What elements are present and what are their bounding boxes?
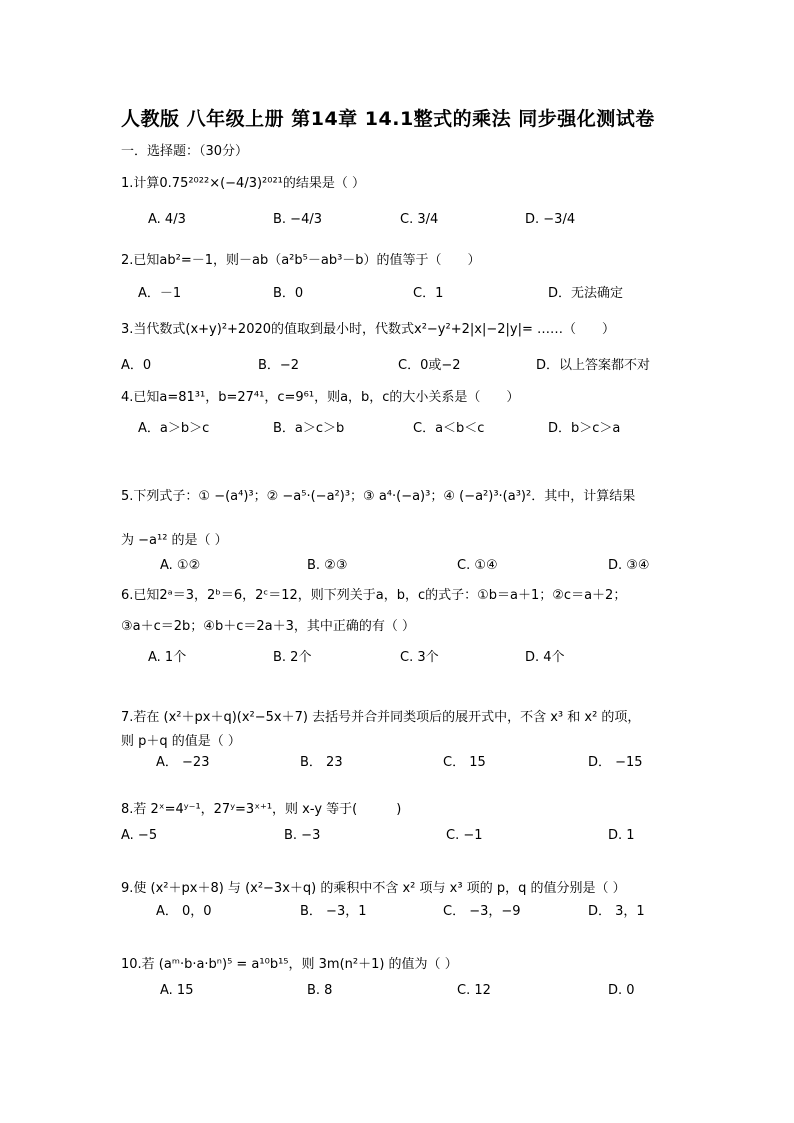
question-1-stem: 1.计算0.75²⁰²²×(−4/3)²⁰²¹的结果是（ ）	[121, 176, 366, 191]
question-2-stem: 2.已知ab²=－1，则－ab（a²b⁵－ab³－b）的值等于（ ）	[121, 253, 481, 268]
question-7-option-a: A． −23	[156, 755, 210, 770]
question-10-option-b: B. 8	[307, 983, 333, 998]
question-5-option-a: A. ①②	[160, 558, 201, 573]
question-5-option-c: C. ①④	[457, 558, 498, 573]
question-5-option-d: D. ③④	[608, 558, 650, 573]
question-9-option-a: A． 0，0	[156, 904, 212, 919]
question-4-option-c: C．a＜b＜c	[413, 421, 485, 436]
question-7-option-b: B． 23	[300, 755, 343, 770]
question-10-option-a: A. 15	[160, 983, 194, 998]
question-7-stem: 7.若在 (x²＋px＋q)(x²−5x＋7) 去括号并合并同类项后的展开式中，不含 x³ 和 x² 的项，	[121, 710, 641, 725]
question-4-option-d: D．b＞c＞a	[548, 421, 621, 436]
question-7-option-d: D． −15	[588, 755, 643, 770]
question-7-stem-line2: 则 p＋q 的值是（ ）	[121, 734, 241, 749]
question-9-stem: 9.使 (x²＋px＋8) 与 (x²−3x＋q) 的乘积中不含 x² 项与 x³ 项的 p，q 的值分别是（ ）	[121, 881, 626, 896]
page-title: 人教版 八年级上册 第14章 14.1整式的乘法 同步强化测试卷	[121, 108, 655, 130]
question-8-option-a: A. −5	[121, 828, 158, 843]
question-8-option-d: D. 1	[608, 828, 635, 843]
question-1-option-d: D. −3/4	[525, 212, 576, 227]
question-5-option-b: B. ②③	[307, 558, 348, 573]
question-6-stem: 6.已知2ᵃ＝3，2ᵇ＝6，2ᶜ＝12，则下列关于a，b，c的式子：①b＝a＋1；②c＝a＋2；	[121, 588, 627, 603]
question-2-option-c: C．1	[413, 286, 444, 301]
question-10-stem: 10.若 (aᵐ·b·a·bⁿ)⁵ = a¹⁰b¹⁵，则 3m(n²＋1) 的值为（ ）	[121, 957, 458, 972]
question-2-option-a: A．－1	[138, 286, 182, 301]
question-4-stem: 4.已知a=81³¹，b=27⁴¹，c=9⁶¹，则a，b，c的大小关系是（ ）	[121, 390, 520, 405]
question-8-option-b: B. −3	[284, 828, 321, 843]
question-1-option-a: A. 4/3	[148, 212, 186, 227]
question-8-stem: 8.若 2ˣ=4ʸ⁻¹，27ʸ=3ˣ⁺¹，则 x-y 等于( )	[121, 802, 402, 817]
section-heading: 一．选择题：（30分）	[121, 144, 249, 159]
question-6-option-a: A. 1个	[148, 650, 187, 665]
question-2-option-b: B．0	[273, 286, 304, 301]
question-7-option-c: C． 15	[443, 755, 486, 770]
question-9-option-b: B． −3，1	[300, 904, 367, 919]
question-1-option-c: C. 3/4	[400, 212, 439, 227]
question-10-option-d: D. 0	[608, 983, 635, 998]
question-4-option-a: A．a＞b＞c	[138, 421, 210, 436]
question-6-option-c: C. 3个	[400, 650, 439, 665]
question-9-option-c: C． −3，−9	[443, 904, 521, 919]
question-3-option-a: A．0	[121, 358, 152, 373]
question-5-stem: 5.下列式子：① −(a⁴)³；② −a⁵·(−a²)³；③ a⁴·(−a)³；④ (−a²)³·(a³)²．其中，计算结果	[121, 489, 636, 504]
question-1-option-b: B. −4/3	[273, 212, 322, 227]
question-3-stem: 3.当代数式(x+y)²+2020的值取到最小时，代数式x²−y²+2|x|−2|y|= ……（ ）	[121, 322, 615, 337]
question-3-option-c: C．0或−2	[398, 358, 461, 373]
question-3-option-b: B．−2	[258, 358, 300, 373]
question-6-stem-line2: ③a＋c＝2b；④b＋c＝2a＋3，其中正确的有（ ）	[121, 619, 415, 634]
question-6-option-b: B. 2个	[273, 650, 312, 665]
question-2-option-d: D．无法确定	[548, 286, 624, 301]
question-6-option-d: D. 4个	[525, 650, 565, 665]
question-4-option-b: B．a＞c＞b	[273, 421, 345, 436]
question-3-option-d: D．以上答案都不对	[536, 358, 651, 373]
question-9-option-d: D． 3，1	[588, 904, 645, 919]
question-5-stem-line2: 为 −a¹² 的是（ ）	[121, 533, 228, 548]
question-8-option-c: C. −1	[446, 828, 483, 843]
question-10-option-c: C. 12	[457, 983, 491, 998]
